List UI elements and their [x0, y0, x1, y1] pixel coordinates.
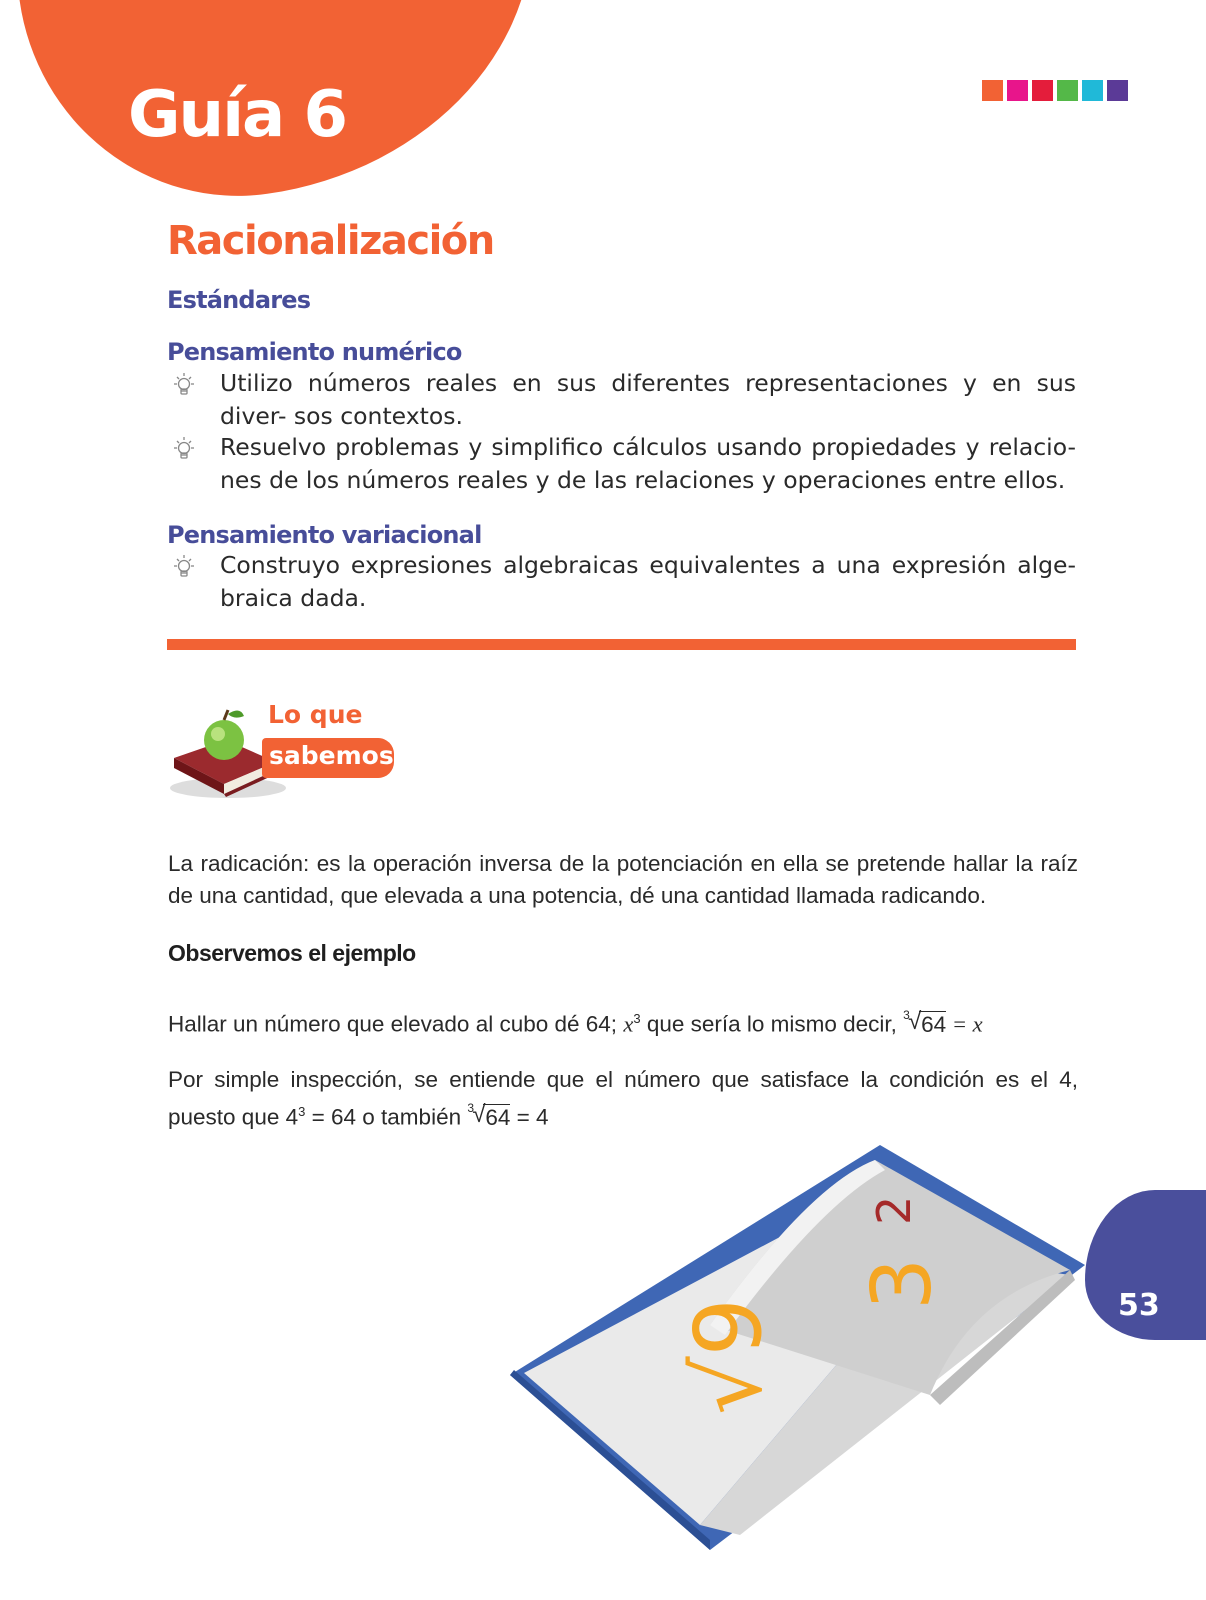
page-number: 53 — [1118, 1288, 1160, 1323]
root-index: 3 — [467, 1100, 475, 1115]
math-result: = x — [946, 1011, 983, 1037]
cube-root — [903, 1009, 946, 1041]
paragraph-example — [168, 1003, 1078, 1041]
math-variable: x — [623, 1011, 634, 1037]
section-divider — [167, 639, 1076, 650]
lightbulb-icon — [170, 435, 198, 463]
standards-heading: Estándares — [167, 286, 311, 314]
guide-title: Guía 6 — [128, 78, 347, 152]
radicand: 64 — [921, 1011, 947, 1037]
sqrt-nine-text: √9 — [675, 1297, 782, 1415]
paragraph-inspection — [168, 1064, 1078, 1134]
math-exponent: 3 — [633, 1011, 641, 1026]
badge-line1: Lo que — [268, 700, 363, 729]
radical-icon: √ — [472, 1100, 486, 1128]
standard-item-text: Resuelvo problemas y simplifico cálculos usando propiedades y relacio- nes de los números reales y de las relaciones y operaciones entre ellos. — [220, 433, 1076, 494]
inspection-text-mid: = 64 o también — [305, 1104, 468, 1130]
color-squares — [982, 80, 1128, 101]
standard-item — [170, 549, 1076, 615]
three-base-text: 3 — [855, 1257, 950, 1310]
lightbulb-icon — [170, 371, 198, 399]
math-exponent: 3 — [298, 1104, 306, 1119]
cube-root — [467, 1102, 510, 1134]
root-index: 3 — [903, 1007, 910, 1022]
color-square-cyan — [1082, 80, 1103, 101]
inspection-text: Por simple inspección, se entiende que el número que satisface la condición es el 4, puesto que 4 — [168, 1067, 1078, 1130]
badge-line2: sabemos — [269, 741, 394, 770]
radicand: 64 — [485, 1104, 511, 1130]
standard-item — [170, 367, 1076, 433]
color-square-green — [1057, 80, 1078, 101]
standard-item-text: Utilizo números reales en sus diferentes representaciones y en sus diver- sos contextos. — [220, 369, 1076, 430]
standard-item-text: Construyo expresiones algebraicas equivalentes a una expresión alge- braica dada. — [220, 551, 1076, 612]
exponent-two-text: 2 — [867, 1195, 921, 1225]
color-square-orange — [982, 80, 1003, 101]
color-square-red — [1032, 80, 1053, 101]
paragraph-radication: La radicación: es la operación inversa de la potenciación en ella se pretende hallar la raíz de una cantidad, que elevada a una potencia, dé una cantidad llamada radicando. — [168, 851, 1078, 908]
lightbulb-icon — [170, 553, 198, 581]
example-text: Hallar un número que elevado al cubo dé 64; — [168, 1011, 618, 1037]
section-heading-variational: Pensamiento variacional — [167, 521, 482, 549]
example-text-mid: que sería lo mismo decir, — [640, 1011, 904, 1037]
math-result: = 4 — [510, 1104, 549, 1130]
color-square-purple — [1107, 80, 1128, 101]
radical-icon: √ — [908, 1007, 922, 1035]
open-book-illustration — [510, 1145, 1090, 1555]
lesson-title: Racionalización — [167, 218, 494, 264]
example-heading: Observemos el ejemplo — [168, 940, 416, 966]
section-heading-numeric: Pensamiento numérico — [167, 338, 462, 366]
standard-item — [170, 431, 1076, 497]
color-square-magenta — [1007, 80, 1028, 101]
